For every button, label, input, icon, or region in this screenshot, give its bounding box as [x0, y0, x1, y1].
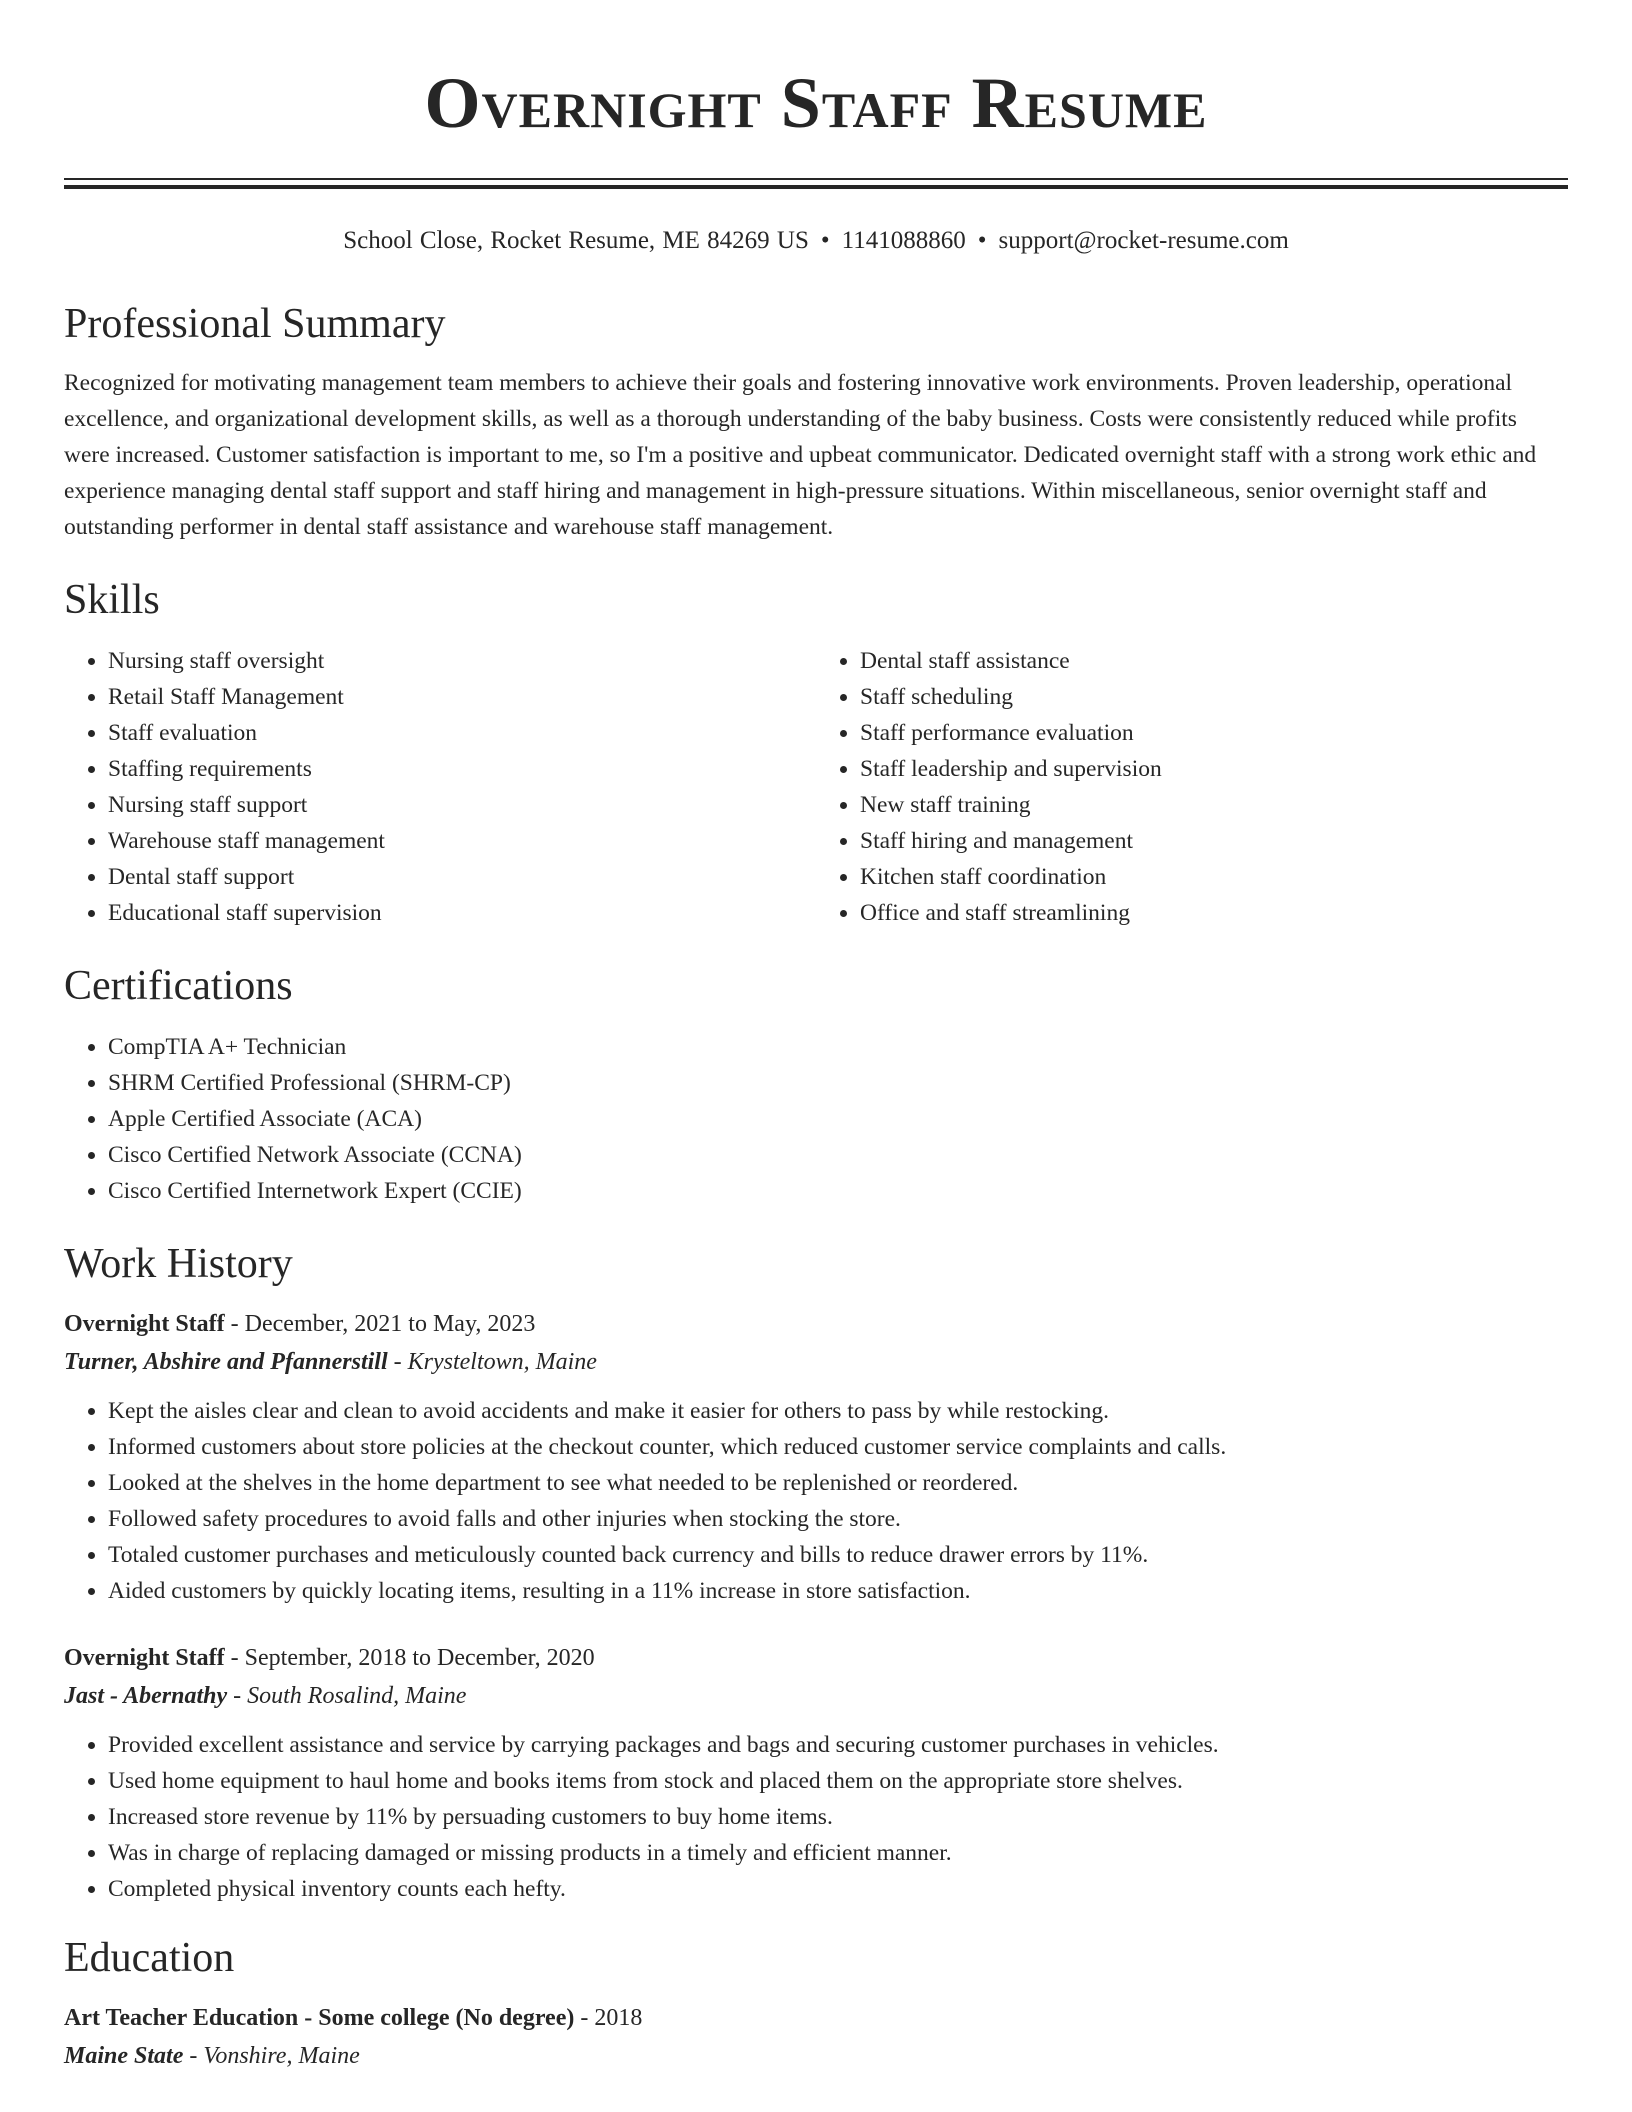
job-bullet: • Provided excellent assistance and service by carrying packages and bags and securing customer purchases in vehicles. [108, 1727, 1568, 1763]
education-section [64, 1933, 1568, 2075]
job-location: - Krysteltown, Maine [387, 1349, 597, 1375]
contact-line [64, 225, 1568, 257]
job-company: Jast - Abernathy [64, 1683, 228, 1709]
education-school-line [64, 2037, 1568, 2075]
job-company-line [64, 1343, 1568, 1381]
job-role: Overnight Staff [64, 1311, 225, 1337]
job-location: - South Rosalind, Maine [227, 1683, 467, 1709]
professional-summary-section [64, 299, 1568, 545]
job-dates: - September, 2018 to December, 2020 [224, 1645, 595, 1671]
job-bullet: • Used home equipment to haul home and books items from stock and placed them on the appropriate store shelves. [108, 1763, 1568, 1799]
skills-grid [64, 643, 1568, 931]
title-divider [64, 178, 1568, 189]
skills-list-right [816, 643, 1568, 931]
skill-item: • New staff training [860, 787, 1568, 823]
section-heading: Certifications [64, 963, 293, 1009]
education-degree-line [64, 1999, 1568, 2037]
job-title-line [64, 1639, 1568, 1677]
skill-item: • Staff evaluation [108, 715, 816, 751]
section-heading: Education [64, 1935, 235, 1981]
summary-text: Recognized for motivating management team members to achieve their goals and fostering innovative work environments. Proven leadership, operational excellence, and organizational development skills, as well as a thorough understanding of the baby business. Costs were consistently reduced while profits were increased. Customer satisfaction is important to me, so I'm a positive and upbeat communicator. Dedicated overnight staff with a strong work ethic and experience managing dental staff support and staff hiring and management in high-pressure situations. Within miscellaneous, senior overnight staff and outstanding performer in dental staff assistance and warehouse staff management. [64, 370, 1537, 540]
education-location: - Vonshire, Maine [183, 2043, 360, 2069]
job-bullets [64, 1393, 1568, 1609]
job-bullet: • Increased store revenue by 11% by persuading customers to buy home items. [108, 1799, 1568, 1835]
certification-item: • Apple Certified Associate (ACA) [108, 1101, 1568, 1137]
education-entry [64, 1999, 1568, 2075]
skill-item: • Staff scheduling [860, 679, 1568, 715]
skill-item: • Nursing staff oversight [108, 643, 816, 679]
job-entry [64, 1305, 1568, 1609]
skill-item: • Educational staff supervision [108, 895, 816, 931]
job-bullet: • Totaled customer purchases and meticulously counted back currency and bills to reduce drawer errors by 11%. [108, 1537, 1568, 1573]
skill-item: • Staffing requirements [108, 751, 816, 787]
job-company: Turner, Abshire and Pfannerstill [64, 1349, 388, 1375]
job-bullet: • Was in charge of replacing damaged or missing products in a timely and efficient manner. [108, 1835, 1568, 1871]
job-bullet: • Followed safety procedures to avoid falls and other injuries when stocking the store. [108, 1501, 1568, 1537]
skills-section [64, 575, 1568, 931]
skill-item: • Nursing staff support [108, 787, 816, 823]
skill-item: • Warehouse staff management [108, 823, 816, 859]
section-heading: Skills [64, 577, 160, 623]
job-entry [64, 1639, 1568, 1907]
certifications-list [64, 1029, 1568, 1209]
section-heading: Professional Summary [64, 301, 446, 347]
separator-dot: • [820, 227, 830, 254]
skill-item: • Staff leadership and supervision [860, 751, 1568, 787]
certification-item: • SHRM Certified Professional (SHRM-CP) [108, 1065, 1568, 1101]
separator-dot: • [977, 227, 987, 254]
certification-item: • CompTIA A+ Technician [108, 1029, 1568, 1065]
contact-address: School Close, Rocket Resume, ME 84269 US [343, 227, 809, 254]
certification-item: • Cisco Certified Internetwork Expert (CCIE) [108, 1173, 1568, 1209]
job-company-line [64, 1677, 1568, 1715]
job-bullet: • Kept the aisles clear and clean to avoid accidents and make it easier for others to pass by while restocking. [108, 1393, 1568, 1429]
certifications-section [64, 961, 1568, 1209]
skill-item: • Dental staff assistance [860, 643, 1568, 679]
skill-item: • Dental staff support [108, 859, 816, 895]
section-heading: Work History [64, 1241, 293, 1287]
job-title-line [64, 1305, 1568, 1343]
contact-email: support@rocket-resume.com [998, 227, 1289, 254]
skill-item: • Office and staff streamlining [860, 895, 1568, 931]
page-title: Overnight Staff Resume [424, 63, 1208, 143]
certification-item: • Cisco Certified Network Associate (CCNA) [108, 1137, 1568, 1173]
job-bullets [64, 1727, 1568, 1907]
job-bullet: • Aided customers by quickly locating items, resulting in a 11% increase in store satisfaction. [108, 1573, 1568, 1609]
job-dates: - December, 2021 to May, 2023 [224, 1311, 536, 1337]
skill-item: • Retail Staff Management [108, 679, 816, 715]
work-history-section [64, 1239, 1568, 1907]
education-school: Maine State [64, 2043, 184, 2069]
job-bullet: • Completed physical inventory counts each hefty. [108, 1871, 1568, 1907]
skills-list-left [64, 643, 816, 931]
job-role: Overnight Staff [64, 1645, 225, 1671]
education-year: - 2018 [574, 2005, 643, 2031]
contact-phone: 1141088860 [841, 227, 966, 254]
job-bullet: • Informed customers about store policies at the checkout counter, which reduced customer service complaints and calls. [108, 1429, 1568, 1465]
skill-item: • Staff hiring and management [860, 823, 1568, 859]
education-degree: Art Teacher Education - Some college (No degree) [64, 2005, 575, 2031]
job-bullet: • Looked at the shelves in the home department to see what needed to be replenished or reordered. [108, 1465, 1568, 1501]
skill-item: • Kitchen staff coordination [860, 859, 1568, 895]
skill-item: • Staff performance evaluation [860, 715, 1568, 751]
